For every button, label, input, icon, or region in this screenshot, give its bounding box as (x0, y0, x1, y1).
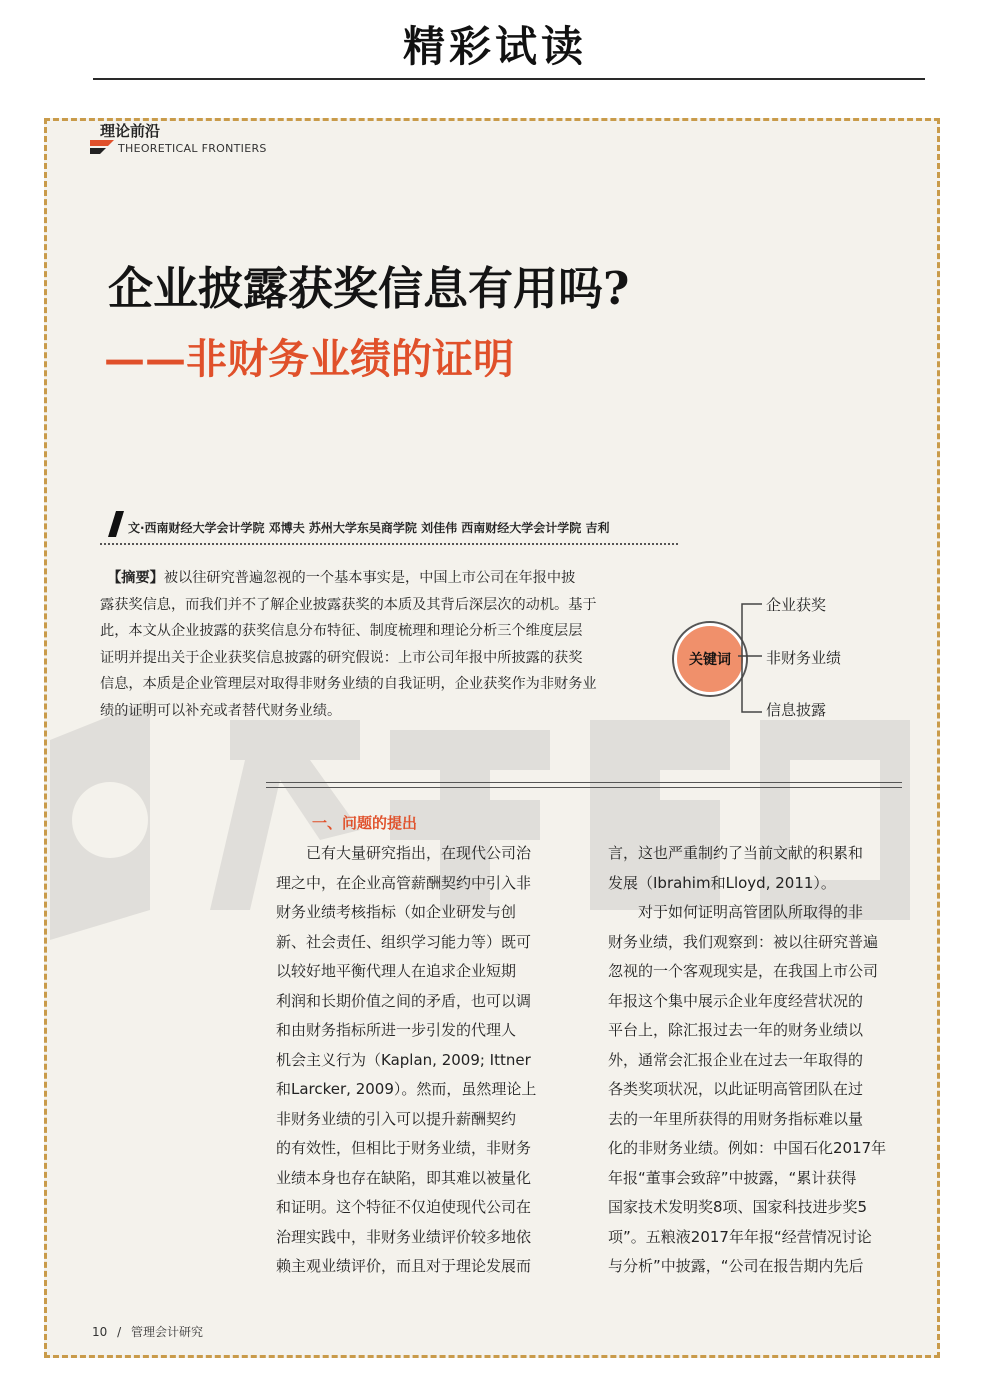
body-line: 去的一年里所获得的用财务指标难以量 (608, 1109, 864, 1128)
body-line: 和证明。这个特征不仅迫使现代公司在 (276, 1198, 532, 1216)
article-subtitle: ——非财务业绩的证明 (104, 335, 514, 383)
body-line: 新、社会责任、组织学习能力等）既可 (276, 932, 532, 951)
body-line: 发展（Ibrahim和Lloyd, 2011）。 (608, 873, 836, 892)
dotted-divider (100, 543, 678, 545)
body-line: 治理实践中，非财务业绩评价较多地依 (276, 1227, 532, 1246)
section-divider (266, 787, 902, 788)
body-line: 外，通常会汇报企业在过去一年取得的 (608, 1050, 864, 1069)
body-line: 国家技术发明奖8项、国家科技进步奖5 (608, 1198, 868, 1216)
abstract-label: 【摘要】 (114, 570, 164, 586)
body-line: 非财务业绩的引入可以提升薪酬契约 (276, 1109, 517, 1128)
banner (0, 0, 990, 80)
body-line: 项”。五粮液2017年年报“经营情况讨论 (608, 1227, 872, 1246)
body-line: 对于如何证明高管团队所取得的非 (608, 903, 864, 921)
keyword-item: 非财务业绩 (766, 649, 842, 667)
slash-icon (108, 511, 126, 537)
body-line: 与分析”中披露，“公司在报告期内先后 (608, 1257, 864, 1275)
body-line: 财务业绩，我们观察到：被以往研究普遍 (608, 932, 879, 951)
section-tag: 理论前沿 (100, 122, 161, 140)
keyword-item: 企业获奖 (766, 596, 827, 614)
banner-title: 精彩试读 (402, 22, 587, 71)
keywords-badge: 关键词 (674, 623, 746, 695)
abstract (100, 565, 678, 724)
abstract-line: 证明并提出关于企业获奖信息披露的研究假说：上市公司年报中所披露的获奖 (100, 649, 583, 666)
body-line: 财务业绩考核指标（如企业研发与创 (276, 903, 517, 921)
section-arrow-icon (90, 138, 118, 160)
banner-rule (93, 78, 925, 80)
abstract-line: 露获奖信息，而我们并不了解企业披露获奖的本质及其背后深层次的动机。基于 (100, 596, 597, 613)
body-line: 机会主义行为（Kaplan, 2009; Ittner (276, 1050, 531, 1069)
body-line: 的有效性，但相比于财务业绩，非财务 (276, 1139, 532, 1157)
abstract-line: 此，本文从企业披露的获奖信息分布特征、制度梳理和理论分析三个维度层层 (100, 623, 583, 639)
body-line: 赖主观业绩评价，而且对于理论发展而 (276, 1257, 532, 1275)
body-column-left (276, 839, 581, 1282)
abstract-line: 绩的证明可以补充或者替代财务业绩。 (100, 702, 342, 719)
keywords-bracket-icon (738, 602, 768, 714)
body-line: 已有大量研究指出，在现代公司治 (276, 844, 532, 862)
body-line: 理之中，在企业高管薪酬契约中引入非 (276, 873, 532, 892)
body-line: 以较好地平衡代理人在追求企业短期 (276, 962, 517, 980)
section-divider (266, 782, 902, 783)
body-line: 忽视的一个客观现实是，在我国上市公司 (608, 962, 879, 980)
page-number: 10 (92, 1325, 108, 1339)
body-line: 各类奖项状况，以此证明高管团队在过 (608, 1080, 864, 1098)
author-line: 文·西南财经大学会计学院 邓博夫 苏州大学东吴商学院 刘佳伟 西南财经大学会计学院 吉利 (128, 521, 610, 535)
abstract-line: 信息，本质是企业管理层对取得非财务业绩的自我证明，企业获奖作为非财务业 (100, 676, 597, 692)
body-line: 年报“董事会致辞”中披露，“累计获得 (608, 1168, 857, 1187)
body-line: 年报这个集中展示企业年度经营状况的 (608, 991, 864, 1010)
section-heading: 一、问题的提出 (312, 814, 418, 832)
body-line: 平台上，除汇报过去一年的财务业绩以 (608, 1021, 864, 1039)
abstract-line: 【摘要】被以往研究普遍忽视的一个基本事实是，中国上市公司在年报中披 (114, 570, 576, 586)
body-line: 言，这也严重制约了当前文献的积累和 (608, 844, 864, 862)
body-column-right (608, 839, 904, 1282)
footer-separator: / (117, 1325, 122, 1339)
body-line: 利润和长期价值之间的矛盾，也可以调 (276, 991, 532, 1010)
body-line: 和由财务指标所进一步引发的代理人 (276, 1021, 517, 1039)
page-footer (92, 1323, 203, 1340)
body-line: 化的非财务业绩。例如：中国石化2017年 (608, 1139, 887, 1157)
body-line: 业绩本身也存在缺陷，即其难以被量化 (276, 1168, 532, 1187)
body-line: 和Larcker, 2009）。然而，虽然理论上 (276, 1080, 537, 1098)
section-tag-en: THEORETICAL FRONTIERS (118, 142, 267, 155)
journal-name: 管理会计研究 (130, 1325, 203, 1339)
article-title: 企业披露获奖信息有用吗? (108, 262, 630, 315)
keyword-item: 信息披露 (766, 701, 827, 719)
